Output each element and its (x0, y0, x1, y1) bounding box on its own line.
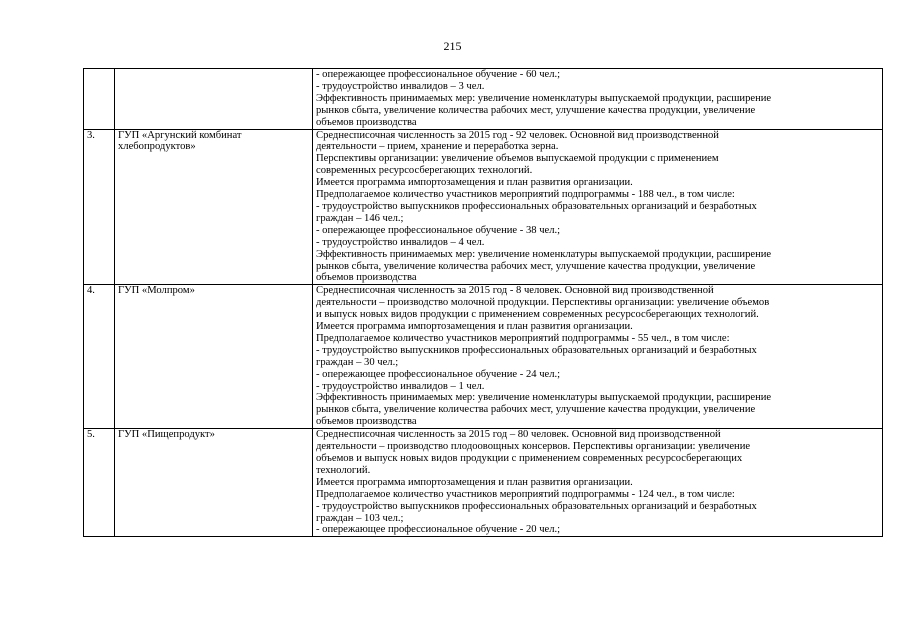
program-table (83, 68, 883, 537)
description-line: - трудоустройство инвалидов – 1 чел. (316, 380, 485, 392)
description-line: Эффективность принимаемых мер: увеличение номенклатуры выпускаемой продукции, расширение (316, 92, 772, 104)
description-line: Имеется программа импортозамещения и план развития организации. (316, 177, 633, 189)
description-cell (313, 429, 883, 537)
description-line: деятельности – производство плодоовощных консервов. Перспективы организации: увеличение (316, 441, 751, 453)
description-line: Перспективы организации: увеличение объемов выпускаемой продукции с применением (316, 153, 719, 165)
description-line: - опережающее профессиональное обучение - 38 чел.; (316, 224, 561, 236)
description-line: деятельности – прием, хранение и переработка зерна. (316, 141, 559, 153)
organization-cell (115, 69, 313, 130)
organization-name-line: ГУП «Молпром» (118, 285, 195, 297)
description-line: объемов производства (316, 416, 417, 428)
description-line: - опережающее профессиональное обучение - 60 чел.; (316, 69, 561, 80)
description-cell (313, 285, 883, 429)
description-line: Эффективность принимаемых мер: увеличение номенклатуры выпускаемой продукции, расширение (316, 392, 772, 404)
description-line: граждан – 103 чел.; (316, 512, 404, 524)
organization-name-line: ГУП «Аргунский комбинат (118, 129, 242, 141)
table-row (84, 69, 883, 130)
description-line: Предполагаемое количество участников мероприятий подпрограммы - 124 чел., в том числе: (316, 488, 735, 500)
description-line: - опережающее профессиональное обучение - 24 чел.; (316, 368, 561, 380)
table-row (84, 129, 883, 285)
description-line: Имеется программа импортозамещения и план развития организации. (316, 321, 633, 333)
description-line: Имеется программа импортозамещения и план развития организации. (316, 476, 633, 488)
description-line: технологий. (316, 464, 371, 476)
row-number (84, 69, 115, 130)
organization-cell (115, 129, 313, 285)
page-number: 215 (443, 39, 462, 53)
description-line: Среднесписочная численность за 2015 год - 8 человек. Основной вид производственной (316, 285, 714, 297)
description-line: Эффективность принимаемых мер: увеличение номенклатуры выпускаемой продукции, расширение (316, 248, 772, 260)
description-line: - трудоустройство инвалидов – 3 чел. (316, 80, 485, 92)
description-line: современных ресурсосберегающих технологий. (316, 165, 533, 177)
table-row (84, 429, 883, 537)
description-line: Предполагаемое количество участников мероприятий подпрограммы - 55 чел., в том числе: (316, 332, 730, 344)
description-line: - трудоустройство выпускников профессиональных образовательных организаций и безработных (316, 500, 757, 512)
description-line: Предполагаемое количество участников мероприятий подпрограммы - 188 чел., в том числе: (316, 189, 735, 201)
description-line: деятельности – производство молочной продукции. Перспективы организации: увеличение объемов (316, 297, 770, 309)
description-line: рынков сбыта, увеличение количества рабочих мест, улучшение качества продукции, увеличение (316, 404, 756, 416)
description-line: объемов и выпуск новых видов продукции с применением современных ресурсосберегающих (316, 453, 743, 464)
description-line: объемов производства (316, 272, 417, 284)
description-line: - трудоустройство инвалидов – 4 чел. (316, 236, 485, 248)
description-line: граждан – 30 чел.; (316, 356, 399, 368)
row-number: 3. (84, 129, 115, 285)
description-line: - трудоустройство выпускников профессиональных образовательных организаций и безработных (316, 344, 757, 356)
organization-cell (115, 285, 313, 429)
description-line: - опережающее профессиональное обучение - 20 чел.; (316, 524, 561, 536)
organization-cell (115, 429, 313, 537)
organization-name-line: ГУП «Пищепродукт» (118, 429, 215, 441)
row-number: 4. (84, 285, 115, 429)
organization-name-line: хлебопродуктов» (118, 141, 196, 153)
description-line: рынков сбыта, увеличение количества рабочих мест, улучшение качества продукции, увеличение (316, 260, 756, 272)
description-cell (313, 69, 883, 130)
table-row (84, 285, 883, 429)
description-line: и выпуск новых видов продукции с применением современных ресурсосберегающих технологий. (316, 309, 759, 321)
description-line: объемов производства (316, 116, 417, 128)
row-number: 5. (84, 429, 115, 537)
description-line: рынков сбыта, увеличение количества рабочих мест, улучшение качества продукции, увеличение (316, 104, 756, 116)
description-line: Среднесписочная численность за 2015 год - 92 человек. Основной вид производственной (316, 129, 719, 141)
description-line: - трудоустройство выпускников профессиональных образовательных организаций и безработных (316, 200, 757, 212)
description-line: Среднесписочная численность за 2015 год – 80 человек. Основной вид производственной (316, 429, 721, 441)
table-body (84, 69, 883, 537)
description-line: граждан – 146 чел.; (316, 212, 404, 224)
description-cell (313, 129, 883, 285)
